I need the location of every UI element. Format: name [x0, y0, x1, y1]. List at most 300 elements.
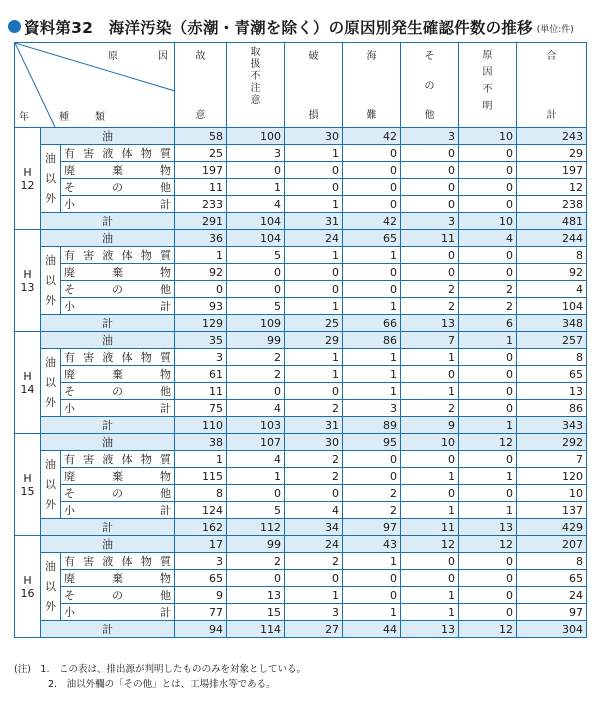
value-cell: 2	[227, 366, 285, 383]
value-cell: 38	[175, 434, 227, 451]
table-row-hazardous	[15, 553, 587, 570]
value-cell: 1	[401, 349, 459, 366]
value-cell: 12	[459, 434, 517, 451]
value-cell: 0	[459, 162, 517, 179]
value-cell: 8	[517, 247, 587, 264]
group-label-non-oil: 油 以 外	[41, 451, 61, 519]
row-label-hazardous: 有 害 液 体 物 質	[61, 349, 175, 366]
value-cell: 1	[343, 604, 401, 621]
group-label-non-oil: 油 以 外	[41, 247, 61, 315]
value-cell: 1	[285, 247, 343, 264]
value-cell: 0	[343, 468, 401, 485]
year-cell: H 14	[15, 332, 41, 434]
value-cell: 120	[517, 468, 587, 485]
table-row-oil	[15, 434, 587, 451]
value-cell: 6	[459, 315, 517, 332]
value-cell: 9	[401, 417, 459, 434]
value-cell: 7	[401, 332, 459, 349]
value-cell: 3	[343, 400, 401, 417]
footnote-1: (注) 1. この表は、排出源が判明したもののみを対象としている。	[14, 664, 306, 675]
value-cell: 31	[285, 213, 343, 230]
value-cell: 3	[227, 145, 285, 162]
value-cell: 65	[517, 570, 587, 587]
row-label-total: 計	[41, 213, 175, 230]
value-cell: 0	[459, 553, 517, 570]
table-row-oil	[15, 128, 587, 145]
value-cell: 0	[343, 145, 401, 162]
year-cell: H 13	[15, 230, 41, 332]
value-cell: 0	[459, 196, 517, 213]
row-label-hazardous: 有 害 液 体 物 質	[61, 145, 175, 162]
value-cell: 0	[401, 485, 459, 502]
value-cell: 92	[517, 264, 587, 281]
value-cell: 9	[175, 587, 227, 604]
value-cell: 3	[175, 553, 227, 570]
value-cell: 11	[401, 519, 459, 536]
row-label-other: そ の 他	[61, 179, 175, 196]
value-cell: 99	[227, 332, 285, 349]
page-title: 資料第32 海洋汚染（赤潮・青潮を除く）の原因別発生確認件数の推移	[24, 19, 533, 37]
corner-year-label: 年	[19, 112, 29, 123]
value-cell: 1	[285, 587, 343, 604]
table-row-hazardous	[15, 145, 587, 162]
value-cell: 11	[175, 383, 227, 400]
value-cell: 12	[517, 179, 587, 196]
table-row-hazardous	[15, 247, 587, 264]
table-row-subtotal	[15, 196, 587, 213]
value-cell: 94	[175, 621, 227, 638]
value-cell: 2	[285, 468, 343, 485]
table-row-waste	[15, 570, 587, 587]
value-cell: 34	[285, 519, 343, 536]
table-row-subtotal	[15, 298, 587, 315]
value-cell: 0	[459, 451, 517, 468]
table-row-hazardous	[15, 349, 587, 366]
value-cell: 1	[343, 366, 401, 383]
table-row-total	[15, 315, 587, 332]
value-cell: 58	[175, 128, 227, 145]
pollution-table	[14, 42, 587, 638]
value-cell: 109	[227, 315, 285, 332]
value-cell: 1	[343, 553, 401, 570]
title-bullet-icon	[8, 20, 21, 33]
value-cell: 92	[175, 264, 227, 281]
table-row-total	[15, 417, 587, 434]
value-cell: 0	[227, 485, 285, 502]
value-cell: 31	[285, 417, 343, 434]
value-cell: 2	[285, 451, 343, 468]
row-label-hazardous: 有 害 液 体 物 質	[61, 247, 175, 264]
value-cell: 0	[459, 264, 517, 281]
value-cell: 348	[517, 315, 587, 332]
row-label-hazardous: 有 害 液 体 物 質	[61, 451, 175, 468]
value-cell: 1	[459, 502, 517, 519]
value-cell: 137	[517, 502, 587, 519]
value-cell: 1	[227, 468, 285, 485]
table-row-subtotal	[15, 502, 587, 519]
value-cell: 5	[227, 502, 285, 519]
table-row-subtotal	[15, 400, 587, 417]
value-cell: 1	[285, 145, 343, 162]
value-cell: 4	[227, 196, 285, 213]
row-label-oil: 油	[41, 230, 175, 247]
value-cell: 89	[343, 417, 401, 434]
value-cell: 4	[227, 400, 285, 417]
col-header-other: そ の 他	[401, 43, 459, 128]
title-row	[8, 8, 592, 38]
row-label-waste: 廃 棄 物	[61, 162, 175, 179]
value-cell: 0	[285, 162, 343, 179]
value-cell: 291	[175, 213, 227, 230]
value-cell: 115	[175, 468, 227, 485]
value-cell: 24	[285, 536, 343, 553]
value-cell: 104	[517, 298, 587, 315]
col-header-damage: 破 損	[285, 43, 343, 128]
value-cell: 3	[285, 604, 343, 621]
value-cell: 97	[343, 519, 401, 536]
value-cell: 0	[401, 145, 459, 162]
row-label-subtotal: 小 計	[61, 400, 175, 417]
col-header-marine-accident: 海 難	[343, 43, 401, 128]
row-label-other: そ の 他	[61, 587, 175, 604]
value-cell: 61	[175, 366, 227, 383]
value-cell: 1	[285, 366, 343, 383]
value-cell: 7	[517, 451, 587, 468]
value-cell: 11	[401, 230, 459, 247]
row-label-total: 計	[41, 315, 175, 332]
value-cell: 43	[343, 536, 401, 553]
value-cell: 75	[175, 400, 227, 417]
value-cell: 104	[227, 213, 285, 230]
table-row-other	[15, 281, 587, 298]
value-cell: 100	[227, 128, 285, 145]
value-cell: 1	[343, 247, 401, 264]
table-row-other	[15, 383, 587, 400]
value-cell: 65	[343, 230, 401, 247]
value-cell: 0	[227, 162, 285, 179]
row-label-waste: 廃 棄 物	[61, 570, 175, 587]
value-cell: 0	[227, 281, 285, 298]
value-cell: 1	[285, 196, 343, 213]
value-cell: 0	[459, 145, 517, 162]
value-cell: 257	[517, 332, 587, 349]
value-cell: 1	[175, 247, 227, 264]
value-cell: 0	[285, 383, 343, 400]
table-row-other	[15, 485, 587, 502]
value-cell: 0	[459, 349, 517, 366]
value-cell: 0	[343, 162, 401, 179]
value-cell: 44	[343, 621, 401, 638]
value-cell: 0	[459, 485, 517, 502]
value-cell: 0	[401, 366, 459, 383]
row-label-subtotal: 小 計	[61, 604, 175, 621]
value-cell: 0	[459, 383, 517, 400]
value-cell: 304	[517, 621, 587, 638]
row-label-oil: 油	[41, 434, 175, 451]
value-cell: 4	[285, 502, 343, 519]
table-row-total	[15, 213, 587, 230]
row-label-other: そ の 他	[61, 281, 175, 298]
value-cell: 103	[227, 417, 285, 434]
value-cell: 1	[343, 383, 401, 400]
value-cell: 207	[517, 536, 587, 553]
value-cell: 1	[285, 349, 343, 366]
value-cell: 12	[459, 621, 517, 638]
value-cell: 1	[343, 298, 401, 315]
value-cell: 244	[517, 230, 587, 247]
value-cell: 0	[401, 570, 459, 587]
table-row-total	[15, 621, 587, 638]
value-cell: 13	[401, 621, 459, 638]
value-cell: 0	[343, 281, 401, 298]
value-cell: 112	[227, 519, 285, 536]
header-corner-cell	[15, 43, 175, 128]
value-cell: 0	[459, 247, 517, 264]
footnote-2: 2. 油以外欄の「その他」とは、工場排水等である。	[48, 679, 276, 690]
value-cell: 238	[517, 196, 587, 213]
value-cell: 30	[285, 128, 343, 145]
value-cell: 104	[227, 230, 285, 247]
value-cell: 0	[459, 366, 517, 383]
value-cell: 8	[517, 553, 587, 570]
value-cell: 10	[459, 213, 517, 230]
value-cell: 12	[401, 536, 459, 553]
table-row-other	[15, 587, 587, 604]
table-row-total	[15, 519, 587, 536]
value-cell: 2	[401, 298, 459, 315]
value-cell: 2	[227, 349, 285, 366]
value-cell: 30	[285, 434, 343, 451]
value-cell: 42	[343, 213, 401, 230]
value-cell: 0	[459, 604, 517, 621]
value-cell: 12	[459, 536, 517, 553]
row-label-total: 計	[41, 519, 175, 536]
value-cell: 343	[517, 417, 587, 434]
value-cell: 2	[401, 281, 459, 298]
value-cell: 0	[401, 553, 459, 570]
table-row-waste	[15, 264, 587, 281]
value-cell: 93	[175, 298, 227, 315]
value-cell: 99	[227, 536, 285, 553]
value-cell: 0	[227, 383, 285, 400]
value-cell: 124	[175, 502, 227, 519]
value-cell: 24	[517, 587, 587, 604]
value-cell: 25	[175, 145, 227, 162]
row-label-total: 計	[41, 621, 175, 638]
row-label-subtotal: 小 計	[61, 298, 175, 315]
value-cell: 2	[285, 400, 343, 417]
value-cell: 13	[227, 587, 285, 604]
value-cell: 0	[285, 179, 343, 196]
value-cell: 2	[401, 400, 459, 417]
year-cell: H 15	[15, 434, 41, 536]
value-cell: 4	[227, 451, 285, 468]
value-cell: 0	[343, 179, 401, 196]
value-cell: 24	[285, 230, 343, 247]
corner-type-label: 種 類	[59, 112, 105, 123]
value-cell: 2	[343, 485, 401, 502]
table-row-hazardous	[15, 451, 587, 468]
value-cell: 3	[175, 349, 227, 366]
value-cell: 0	[285, 485, 343, 502]
row-label-total: 計	[41, 417, 175, 434]
value-cell: 1	[401, 604, 459, 621]
col-header-total: 合 計	[517, 43, 587, 128]
value-cell: 1	[459, 417, 517, 434]
value-cell: 4	[517, 281, 587, 298]
value-cell: 1	[401, 468, 459, 485]
value-cell: 66	[343, 315, 401, 332]
table-row-oil	[15, 230, 587, 247]
value-cell: 129	[175, 315, 227, 332]
value-cell: 13	[517, 383, 587, 400]
value-cell: 0	[459, 587, 517, 604]
value-cell: 0	[285, 264, 343, 281]
value-cell: 10	[401, 434, 459, 451]
value-cell: 2	[459, 298, 517, 315]
row-label-oil: 油	[41, 332, 175, 349]
row-label-hazardous: 有 害 液 体 物 質	[61, 553, 175, 570]
value-cell: 107	[227, 434, 285, 451]
value-cell: 1	[285, 298, 343, 315]
value-cell: 97	[517, 604, 587, 621]
value-cell: 13	[459, 519, 517, 536]
col-header-careless-handling: 取 扱 不 注 意	[227, 43, 285, 128]
value-cell: 1	[401, 383, 459, 400]
unit-label: (単位:件)	[536, 25, 574, 35]
value-cell: 114	[227, 621, 285, 638]
row-label-other: そ の 他	[61, 383, 175, 400]
value-cell: 0	[459, 179, 517, 196]
value-cell: 2	[227, 553, 285, 570]
value-cell: 65	[175, 570, 227, 587]
value-cell: 0	[175, 281, 227, 298]
table-row-subtotal	[15, 604, 587, 621]
value-cell: 95	[343, 434, 401, 451]
value-cell: 1	[401, 502, 459, 519]
value-cell: 481	[517, 213, 587, 230]
value-cell: 1	[401, 587, 459, 604]
value-cell: 0	[343, 570, 401, 587]
value-cell: 2	[343, 502, 401, 519]
value-cell: 25	[285, 315, 343, 332]
value-cell: 0	[401, 247, 459, 264]
row-label-other: そ の 他	[61, 485, 175, 502]
value-cell: 77	[175, 604, 227, 621]
value-cell: 0	[401, 196, 459, 213]
row-label-oil: 油	[41, 128, 175, 145]
value-cell: 197	[517, 162, 587, 179]
value-cell: 292	[517, 434, 587, 451]
value-cell: 0	[459, 570, 517, 587]
value-cell: 0	[401, 162, 459, 179]
value-cell: 27	[285, 621, 343, 638]
value-cell: 29	[285, 332, 343, 349]
value-cell: 2	[459, 281, 517, 298]
group-label-non-oil: 油 以 外	[41, 145, 61, 213]
value-cell: 1	[459, 468, 517, 485]
value-cell: 42	[343, 128, 401, 145]
value-cell: 86	[343, 332, 401, 349]
year-cell: H 16	[15, 536, 41, 638]
value-cell: 0	[401, 264, 459, 281]
value-cell: 0	[343, 451, 401, 468]
group-label-non-oil: 油 以 外	[41, 349, 61, 417]
value-cell: 4	[459, 230, 517, 247]
table-row-waste	[15, 162, 587, 179]
value-cell: 0	[343, 264, 401, 281]
value-cell: 8	[517, 349, 587, 366]
value-cell: 0	[401, 451, 459, 468]
row-label-waste: 廃 棄 物	[61, 264, 175, 281]
value-cell: 29	[517, 145, 587, 162]
corner-cause-label: 原 因	[108, 51, 169, 62]
value-cell: 233	[175, 196, 227, 213]
table-row-oil	[15, 536, 587, 553]
value-cell: 3	[401, 213, 459, 230]
table-row-waste	[15, 468, 587, 485]
value-cell: 243	[517, 128, 587, 145]
value-cell: 0	[285, 281, 343, 298]
footnotes	[14, 662, 306, 692]
group-label-non-oil: 油 以 外	[41, 553, 61, 621]
value-cell: 0	[343, 196, 401, 213]
table-row-waste	[15, 366, 587, 383]
value-cell: 0	[285, 570, 343, 587]
value-cell: 35	[175, 332, 227, 349]
value-cell: 0	[227, 570, 285, 587]
row-label-waste: 廃 棄 物	[61, 468, 175, 485]
value-cell: 5	[227, 298, 285, 315]
value-cell: 1	[227, 179, 285, 196]
row-label-oil: 油	[41, 536, 175, 553]
value-cell: 10	[517, 485, 587, 502]
header-row	[15, 43, 587, 128]
value-cell: 0	[227, 264, 285, 281]
table-row-other	[15, 179, 587, 196]
value-cell: 429	[517, 519, 587, 536]
value-cell: 0	[401, 179, 459, 196]
value-cell: 36	[175, 230, 227, 247]
value-cell: 0	[343, 587, 401, 604]
row-label-subtotal: 小 計	[61, 502, 175, 519]
value-cell: 15	[227, 604, 285, 621]
value-cell: 10	[459, 128, 517, 145]
value-cell: 8	[175, 485, 227, 502]
value-cell: 1	[343, 349, 401, 366]
value-cell: 5	[227, 247, 285, 264]
col-header-unknown-cause: 原 因 不 明	[459, 43, 517, 128]
col-header-intentional: 故 意	[175, 43, 227, 128]
value-cell: 65	[517, 366, 587, 383]
value-cell: 3	[401, 128, 459, 145]
year-cell: H 12	[15, 128, 41, 230]
table-row-oil	[15, 332, 587, 349]
row-label-subtotal: 小 計	[61, 196, 175, 213]
value-cell: 11	[175, 179, 227, 196]
value-cell: 0	[459, 400, 517, 417]
value-cell: 110	[175, 417, 227, 434]
value-cell: 13	[401, 315, 459, 332]
value-cell: 86	[517, 400, 587, 417]
value-cell: 2	[285, 553, 343, 570]
value-cell: 1	[175, 451, 227, 468]
value-cell: 197	[175, 162, 227, 179]
value-cell: 1	[459, 332, 517, 349]
value-cell: 162	[175, 519, 227, 536]
row-label-waste: 廃 棄 物	[61, 366, 175, 383]
value-cell: 17	[175, 536, 227, 553]
